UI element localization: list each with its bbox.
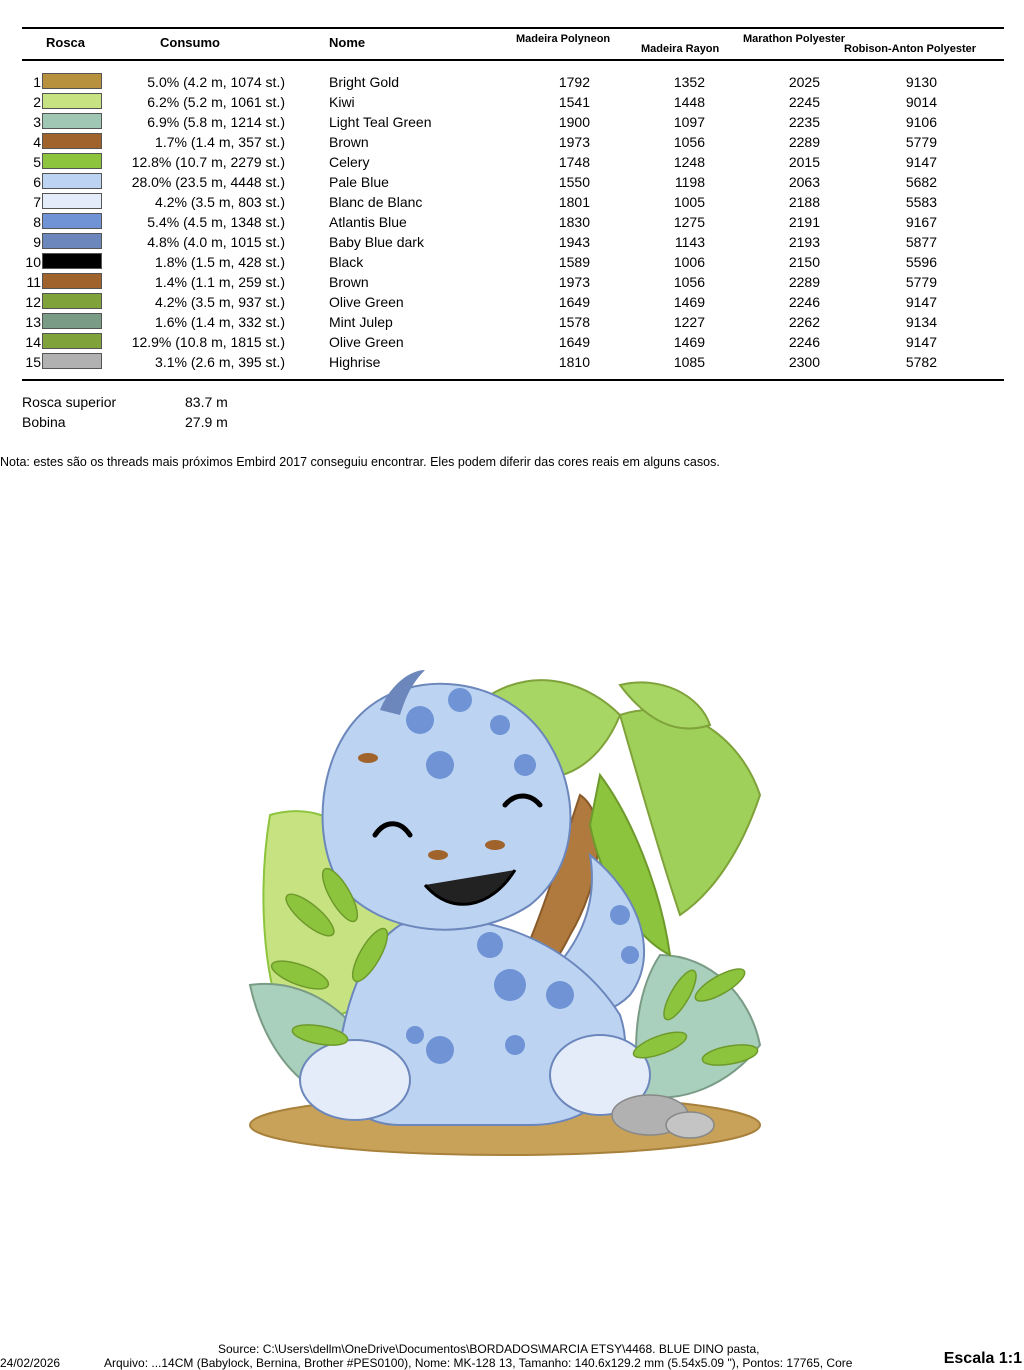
thread-marathon: 2235 [788,114,820,130]
thread-color-swatch [42,93,102,109]
thread-madeira-polyneon: 1748 [558,154,590,170]
thread-marathon: 2300 [788,354,820,370]
thread-madeira-polyneon: 1792 [558,74,590,90]
thread-robison: 9147 [905,294,937,310]
thread-number: 11 [26,274,41,290]
table-bottom-rule [22,379,1004,381]
thread-name: Atlantis Blue [329,214,407,230]
thread-consumo: 5.0% (4.2 m, 1074 st.) [147,74,285,90]
thread-consumo: 4.2% (3.5 m, 803 st.) [155,194,285,210]
thread-marathon: 2246 [788,334,820,350]
thread-color-swatch [42,233,102,249]
footer-source: Source: C:\Users\dellm\OneDrive\Documentos\BORDADOS\MARCIA ETSY\4468. BLUE DINO pasta, [218,1342,760,1356]
thread-madeira-rayon: 1056 [673,134,705,150]
thread-name: Light Teal Green [329,114,432,130]
thread-number: 6 [33,174,41,190]
note-text: Nota: estes são os threads mais próximos Embird 2017 conseguiu encontrar. Eles podem diferir das cores reais em alguns casos. [0,455,720,469]
thread-color-swatch [42,193,102,209]
thread-marathon: 2191 [788,214,820,230]
thread-name: Black [329,254,364,270]
thread-number: 7 [33,194,41,210]
thread-name: Highrise [329,354,381,370]
thread-madeira-rayon: 1056 [673,274,705,290]
rosca-superior-value: 83.7 m [185,394,228,410]
thread-number: 10 [25,254,41,270]
thread-number: 9 [33,234,41,250]
thread-madeira-polyneon: 1649 [558,294,590,310]
table-row [0,192,1024,212]
thread-consumo: 12.8% (10.7 m, 2279 st.) [131,154,285,170]
thread-consumo: 4.8% (4.0 m, 1015 st.) [147,234,285,250]
thread-name: Pale Blue [329,174,389,190]
rosca-superior-label: Rosca superior [22,394,117,410]
thread-number: 3 [33,114,41,130]
thread-marathon: 2015 [788,154,820,170]
bobina-value: 27.9 m [185,414,228,430]
thread-color-swatch [42,213,102,229]
header-marathon-polyester: Marathon Polyester [743,33,846,45]
dino-foot-left [300,1040,410,1120]
thread-color-swatch [42,153,102,169]
thread-madeira-rayon: 1448 [673,94,705,110]
thread-robison: 5596 [905,254,937,270]
thread-number: 4 [33,134,41,150]
footer-scale: Escala 1:1 [943,1350,1022,1367]
thread-robison: 9147 [905,334,937,350]
thread-madeira-polyneon: 1830 [558,214,590,230]
thread-name: Kiwi [329,94,355,110]
thread-name: Olive Green [329,294,404,310]
thread-name: Blanc de Blanc [329,194,423,210]
thread-madeira-rayon: 1005 [673,194,705,210]
thread-marathon: 2289 [788,134,820,150]
thread-madeira-rayon: 1352 [673,74,705,90]
header-consumo: Consumo [160,35,220,50]
thread-madeira-polyneon: 1973 [558,274,590,290]
thread-marathon: 2063 [788,174,820,190]
table-row [0,212,1024,232]
thread-color-swatch [42,113,102,129]
thread-consumo: 1.8% (1.5 m, 428 st.) [155,254,285,270]
table-row [0,152,1024,172]
header-robison-anton: Robison-Anton Polyester [844,43,977,55]
thread-number: 15 [25,354,41,370]
thread-robison: 9147 [905,154,937,170]
table-row [0,252,1024,272]
thread-name: Mint Julep [329,314,393,330]
thread-madeira-polyneon: 1589 [558,254,590,270]
table-row [0,232,1024,252]
table-row [0,72,1024,92]
thread-consumo: 1.7% (1.4 m, 357 st.) [155,134,285,150]
thread-marathon: 2188 [788,194,820,210]
thread-color-swatch [42,73,102,89]
rock-2 [666,1112,714,1138]
thread-madeira-rayon: 1143 [674,234,705,250]
table-row [0,312,1024,332]
thread-color-swatch [42,353,102,369]
table-row [0,332,1024,352]
thread-robison: 9134 [905,314,937,330]
thread-number: 8 [33,214,41,230]
thread-madeira-polyneon: 1649 [558,334,590,350]
thread-madeira-polyneon: 1900 [558,114,590,130]
thread-number: 5 [33,154,41,170]
thread-robison: 5583 [905,194,937,210]
bobina-label: Bobina [22,414,66,430]
header-rosca: Rosca [46,35,86,50]
thread-madeira-polyneon: 1578 [558,314,590,330]
thread-madeira-rayon: 1469 [673,294,705,310]
table-row [0,112,1024,132]
thread-marathon: 2025 [788,74,820,90]
table-top-rule [22,27,1004,29]
thread-madeira-polyneon: 1973 [558,134,590,150]
thread-name: Baby Blue dark [329,234,424,250]
table-row [0,172,1024,192]
thread-consumo: 6.2% (5.2 m, 1061 st.) [147,94,285,110]
footer-date: 24/02/2026 [0,1356,61,1370]
thread-consumo: 5.4% (4.5 m, 1348 st.) [147,214,285,230]
thread-robison: 5779 [905,274,937,290]
thread-madeira-rayon: 1469 [673,334,705,350]
thread-robison: 9167 [905,214,937,230]
table-row [0,292,1024,312]
thread-robison: 9130 [905,74,937,90]
thread-madeira-rayon: 1248 [673,154,705,170]
thread-marathon: 2289 [788,274,820,290]
thread-madeira-rayon: 1006 [673,254,705,270]
thread-marathon: 2245 [788,94,820,110]
thread-color-swatch [42,313,102,329]
header-madeira-polyneon: Madeira Polyneon [516,33,611,45]
thread-robison: 5682 [905,174,937,190]
thread-number: 14 [25,334,41,350]
thread-name: Bright Gold [329,74,400,90]
header-madeira-rayon: Madeira Rayon [641,43,720,55]
thread-marathon: 2262 [788,314,820,330]
table-header-rule [22,59,1004,61]
table-row [0,272,1024,292]
thread-madeira-polyneon: 1943 [558,234,590,250]
thread-consumo: 1.4% (1.1 m, 259 st.) [155,274,285,290]
thread-madeira-rayon: 1275 [673,214,705,230]
thread-madeira-rayon: 1085 [673,354,705,370]
thread-consumo: 12.9% (10.8 m, 1815 st.) [131,334,285,350]
thread-number: 2 [33,94,41,110]
thread-consumo: 4.2% (3.5 m, 937 st.) [155,294,285,310]
thread-number: 13 [25,314,41,330]
thread-number: 1 [33,74,41,90]
thread-consumo: 1.6% (1.4 m, 332 st.) [155,314,285,330]
thread-robison: 9106 [905,114,937,130]
thread-name: Olive Green [329,334,404,350]
header-nome: Nome [329,35,366,50]
thread-consumo: 28.0% (23.5 m, 4448 st.) [131,174,285,190]
thread-robison: 5877 [905,234,937,250]
thread-color-swatch [42,253,102,269]
thread-madeira-polyneon: 1541 [558,94,590,110]
thread-madeira-polyneon: 1801 [558,194,590,210]
table-row [0,92,1024,112]
thread-marathon: 2150 [788,254,820,270]
thread-name: Brown [329,134,369,150]
thread-color-swatch [42,273,102,289]
footer-arquivo: Arquivo: ...14CM (Babylock, Bernina, Brother #PES0100), Nome: MK-128 13, Tamanho: 140.6x129.2 mm (5.54x5.09 "), Pontos: 17765, Core [104,1356,853,1370]
thread-marathon: 2193 [788,234,820,250]
thread-name: Brown [329,274,369,290]
thread-robison: 9014 [905,94,937,110]
embroidery-design-image [240,655,780,1165]
thread-madeira-rayon: 1097 [673,114,705,130]
thread-consumo: 6.9% (5.8 m, 1214 st.) [147,114,285,130]
thread-madeira-rayon: 1227 [673,314,705,330]
thread-color-swatch [42,133,102,149]
thread-robison: 5779 [905,134,937,150]
table-row [0,352,1024,372]
table-row [0,132,1024,152]
thread-color-swatch [42,173,102,189]
thread-madeira-rayon: 1198 [674,174,705,190]
thread-robison: 5782 [905,354,937,370]
thread-madeira-polyneon: 1550 [558,174,590,190]
thread-color-swatch [42,333,102,349]
thread-madeira-polyneon: 1810 [558,354,590,370]
thread-consumo: 3.1% (2.6 m, 395 st.) [155,354,285,370]
thread-marathon: 2246 [788,294,820,310]
thread-name: Celery [329,154,370,170]
thread-color-swatch [42,293,102,309]
thread-number: 12 [25,294,41,310]
